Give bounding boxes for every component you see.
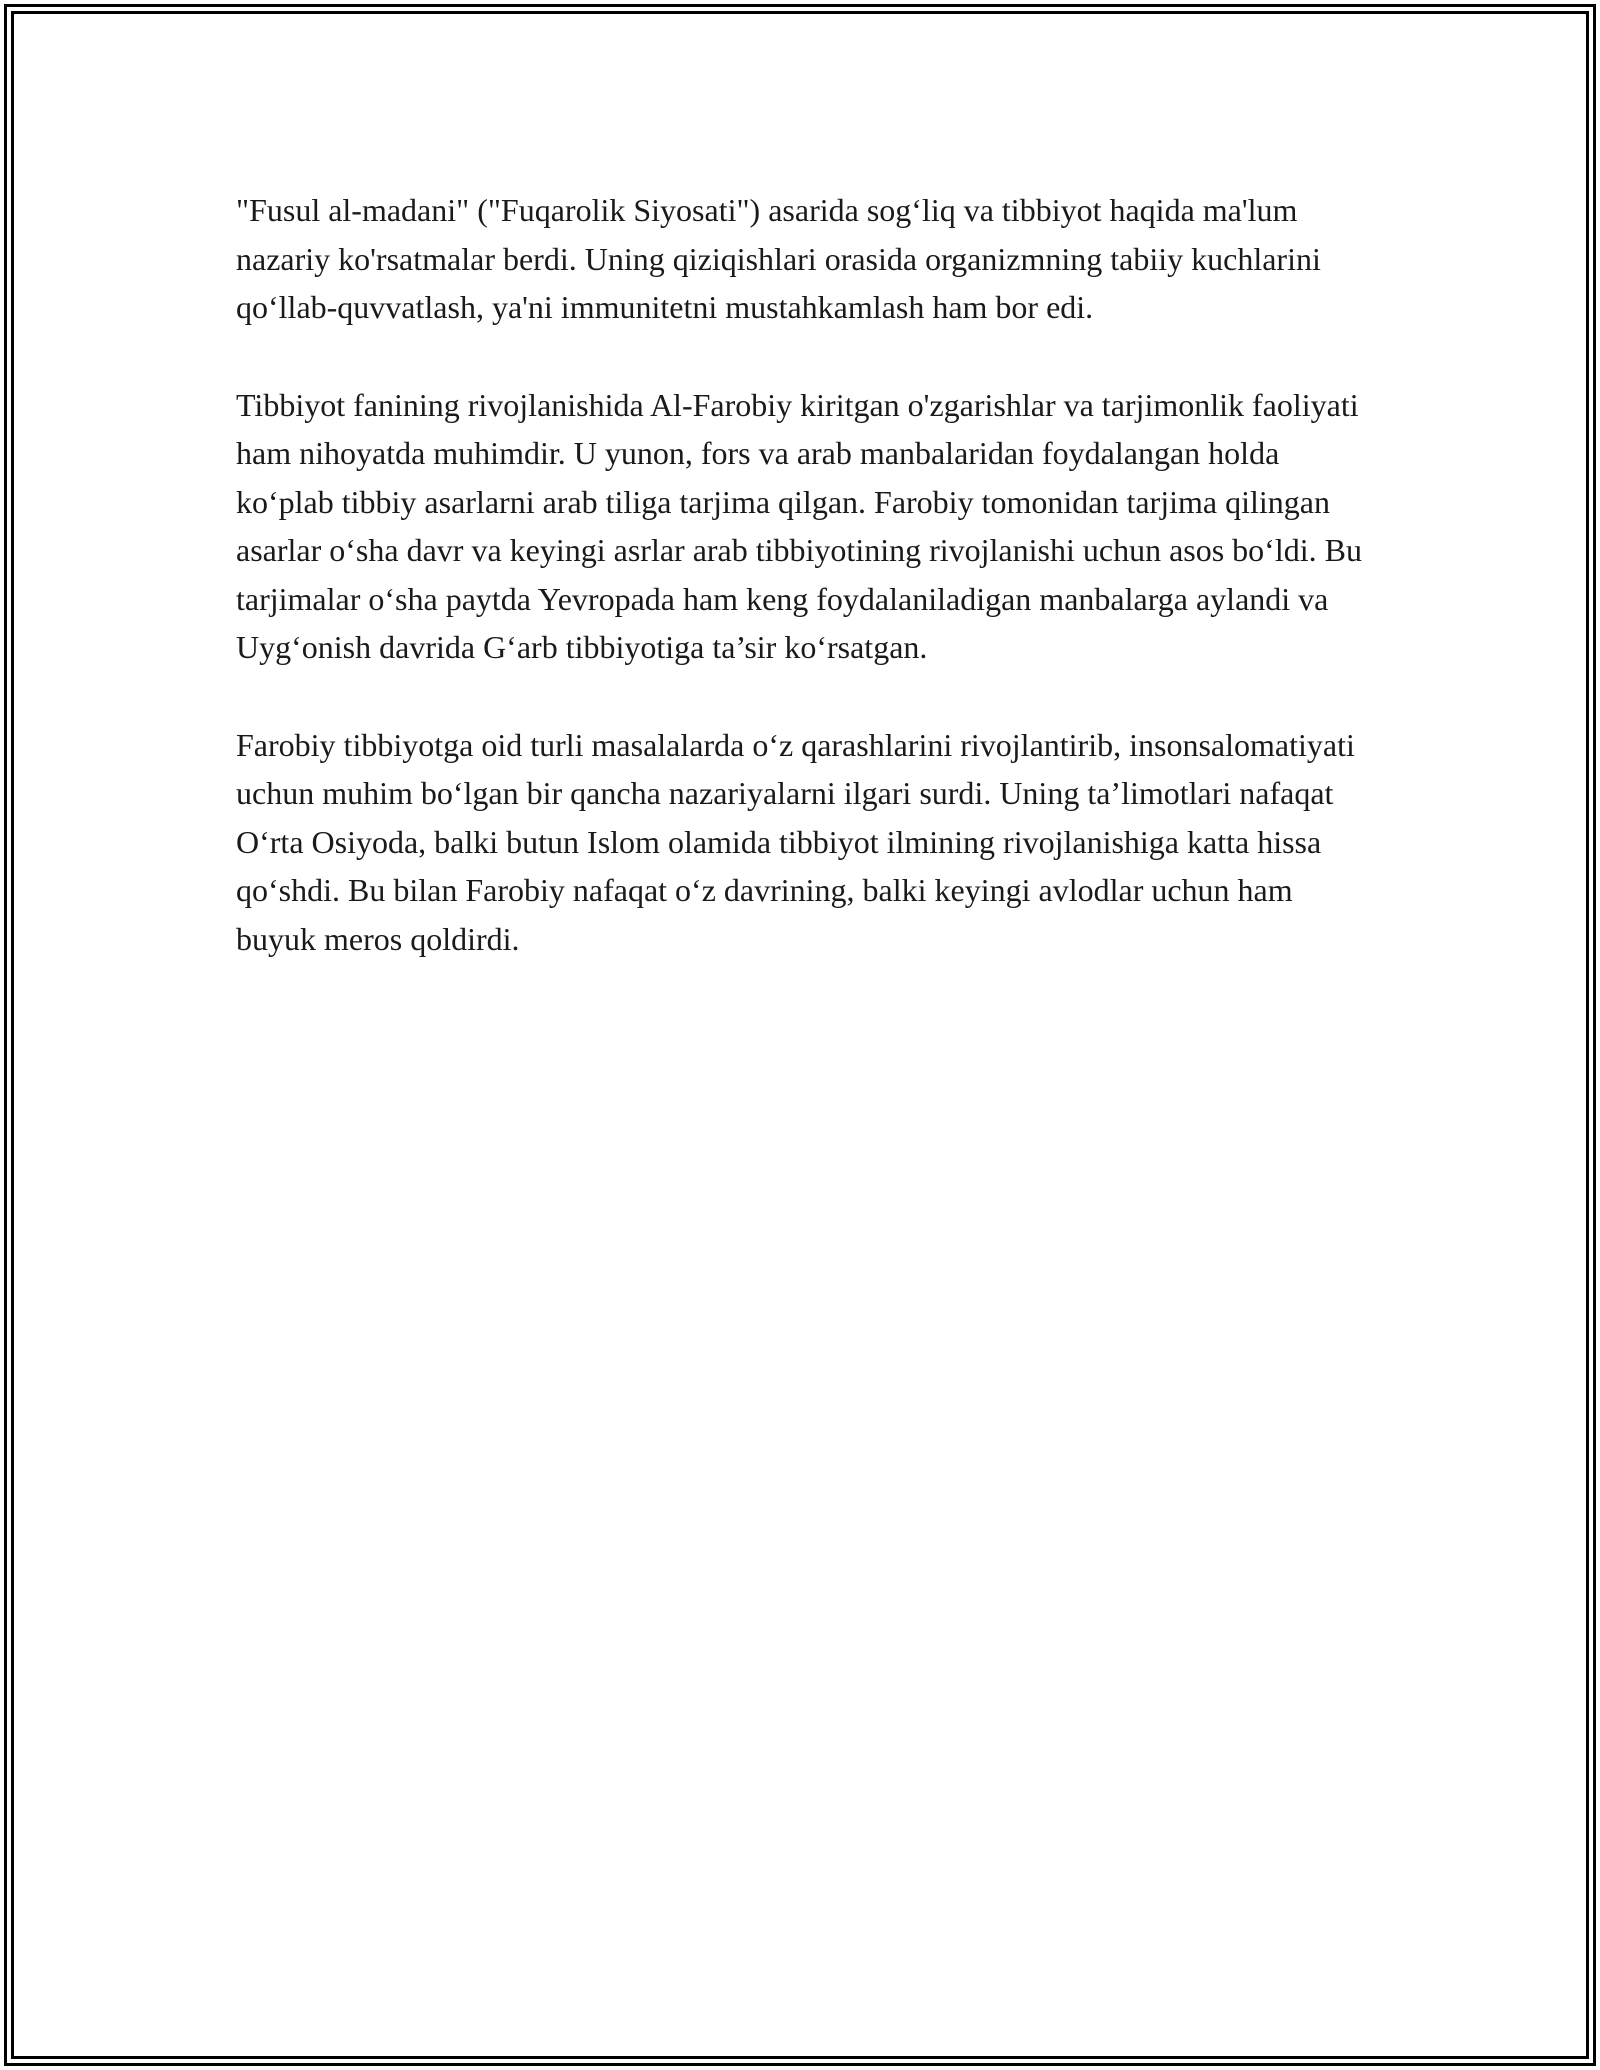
paragraph-1: "Fusul al-madani" ("Fuqarolik Siyosati") asarida sog‘liq va tibbiyot haqida ma'lum nazariy ko'rsatmalar berdi. Uning qiziqishlari orasida organizmning tabiiy kuchlarini qo‘llab-quvvatlash, ya'ni immunitetni mustahkamlash ham bor edi. — [236, 192, 1321, 325]
paragraph-2: Tibbiyot fanining rivojlanishida Al-Farobiy kiritgan o'zgarishlar va tarjimonlik faoliyati ham nihoyatda muhimdir. U yunon, fors va arab manbalaridan foydalangan holda ko‘plab tibbiy asarlarni arab tiliga tarjima qilgan. Farobiy tomonidan tarjima qilingan asarlar o‘sha davr va keyingi asrlar arab tibbiyotining rivojlanishi uchun asos bo‘ldi. Bu tarjimalar o‘sha paytda Yevropada ham keng foydalaniladigan manbalarga aylandi va Uyg‘onish davrida G‘arb tibbiyotiga ta’sir ko‘rsatgan. — [236, 386, 1362, 665]
document-body — [236, 186, 1372, 1012]
paragraph-3: Farobiy tibbiyotga oid turli masalalarda o‘z qarashlarini rivojlantirib, insonsalomatiyati uchun muhim bo‘lgan bir qancha nazariyalarni ilgari surdi. Uning ta’limotlari nafaqat O‘rta Osiyoda, balki butun Islom olamida tibbiyot ilmining rivojlanishiga katta hissa qo‘shdi. Bu bilan Farobiy nafaqat o‘z davrining, balki keyingi avlodlar uchun ham buyuk meros qoldirdi. — [236, 726, 1355, 957]
